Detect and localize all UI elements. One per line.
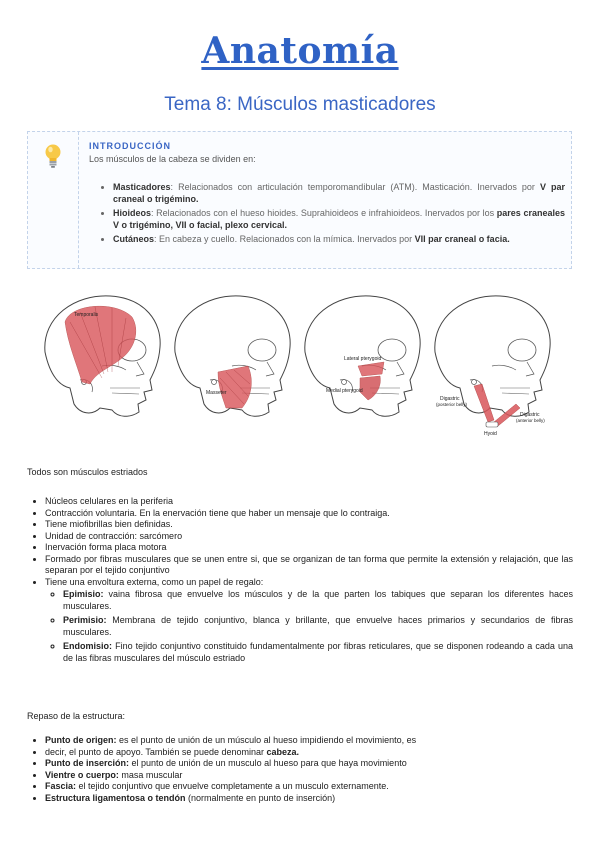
review-text: masa muscular <box>118 769 183 780</box>
review-list <box>27 735 573 804</box>
callout-item-strong: V par craneal o trigémino. <box>113 182 565 204</box>
review-text: (normalmente en punto de inserción) <box>185 792 336 803</box>
intro-callout <box>27 131 572 269</box>
label-medial-pterygoid: Medial pterygoid <box>326 388 363 394</box>
list-item-text: Tiene una envoltura externa, como un papel de regalo: <box>45 576 264 587</box>
callout-item <box>113 234 565 246</box>
label-hyoid: Hyoid <box>484 431 497 437</box>
label-digastric-anterior: Digastric <box>520 412 540 418</box>
striated-list <box>27 496 573 664</box>
callout-list <box>89 182 565 246</box>
review-text: es el punto de unión de un músculo al hueso impidiendo el movimiento, es <box>116 735 417 745</box>
striated-section <box>27 496 573 667</box>
term-epimisio: Epimisio: <box>63 589 104 599</box>
sublist-text: Fino tejido conjuntivo constituido fundamentalmente por fibras reticulares, que se disponen rodeando a cada una de las fibras musculares del músculo estriado <box>63 641 573 663</box>
label-digastric-posterior: Digastric <box>440 396 460 402</box>
sublist-item <box>63 615 573 638</box>
skull-pterygoids <box>305 296 420 416</box>
sublist-item <box>63 589 573 612</box>
striated-intro: Todos son músculos estriados <box>27 467 148 477</box>
list-item: • Inervación forma placa motora <box>45 542 573 554</box>
list-item <box>45 577 573 665</box>
sublist-item <box>63 641 573 664</box>
list-item: • Formado por fibras musculares que se unen entre si, que se organizan de tan forma que permite la extensión y relajación, que las separan por el tejido conjuntivo <box>45 554 573 577</box>
skull-digastric <box>435 296 550 437</box>
callout-lead: Los músculos de la cabeza se dividen en: <box>89 154 256 164</box>
page-title: Anatomía <box>201 30 399 72</box>
review-text: decir, el punto de apoyo. También se puede denominar <box>45 746 267 757</box>
callout-item-name: Hioideos <box>113 208 152 218</box>
lightbulb-icon <box>43 143 63 169</box>
review-strong: cabeza. <box>266 746 300 757</box>
list-item: • Núcleos celulares en la periferia <box>45 496 573 508</box>
list-item <box>45 758 573 770</box>
label-digastric-anterior-sub: (anterior belly) <box>516 418 545 423</box>
review-term: Punto de inserción: <box>45 758 130 768</box>
review-section <box>27 735 573 804</box>
label-digastric-posterior-sub: (posterior belly) <box>436 402 468 407</box>
list-item <box>45 770 573 782</box>
callout-body <box>89 141 565 249</box>
skull-temporalis <box>45 296 160 416</box>
list-item: • Unidad de contracción: sarcómero <box>45 531 573 543</box>
callout-icon-column <box>28 132 79 268</box>
list-item <box>45 781 573 793</box>
callout-item-text: : En cabeza y cuello. Relacionados con la mímica. Inervados por <box>154 234 415 244</box>
callout-item-strong: pares craneales V o trigémino, VII o facial, plexo cervical. <box>113 208 565 230</box>
skull-masseter <box>175 296 290 416</box>
list-item: • Contracción voluntaria. En la enervación tiene que haber un mensaje que lo contraiga. <box>45 508 573 520</box>
list-item: • Tiene miofibrillas bien definidas. <box>45 519 573 531</box>
callout-item-strong: VII par craneal o facia. <box>414 234 510 244</box>
list-item <box>45 747 573 759</box>
envelope-sublist <box>45 589 573 664</box>
list-item <box>45 735 573 747</box>
callout-item <box>113 208 565 231</box>
callout-item-text: : Relacionados con el hueso hioides. Suprahioideos e infrahioideos. Inervados por los <box>151 208 497 218</box>
review-text: el punto de unión de un musculo al hueso para que haya movimiento <box>129 758 407 768</box>
review-term: Punto de origen: <box>45 735 117 745</box>
callout-item-name: Masticadores <box>113 182 171 192</box>
review-intro: Repaso de la estructura: <box>27 711 126 721</box>
callout-heading: INTRODUCCIÓN <box>89 141 171 151</box>
page-subtitle: Tema 8: Músculos masticadores <box>164 94 436 115</box>
review-term: Vientre o cuerpo: <box>45 769 119 780</box>
callout-item-text: : Relacionados con articulación temporomandibular (ATM). Masticación. Inervados por <box>170 182 540 192</box>
sublist-text: Membrana de tejido conjuntivo, blanca y brillante, que envuelve haces primarios y secundarios de fibras musculares. <box>63 615 573 637</box>
review-term: Estructura ligamentosa o tendón <box>45 792 186 803</box>
list-item <box>45 793 573 805</box>
term-perimisio: Perimisio: <box>63 615 107 625</box>
label-lateral-pterygoid: Lateral pterygoid <box>344 356 382 362</box>
review-term: Fascia: <box>45 781 77 791</box>
review-text: el tejido conjuntivo que envuelve completamente a un musculo externamente. <box>76 781 389 791</box>
masticatory-muscles-figure <box>40 292 560 442</box>
term-endomisio: Endomisio: <box>63 641 112 651</box>
callout-item-name: Cutáneos <box>113 234 155 244</box>
sublist-text: vaina fibrosa que envuelve los músculos y de la que parten los tabiques que separan los diferentes haces musculares. <box>63 589 573 611</box>
label-masseter: Masseter <box>206 390 227 396</box>
callout-item <box>113 182 565 205</box>
label-temporalis: Temporalis <box>74 312 99 318</box>
